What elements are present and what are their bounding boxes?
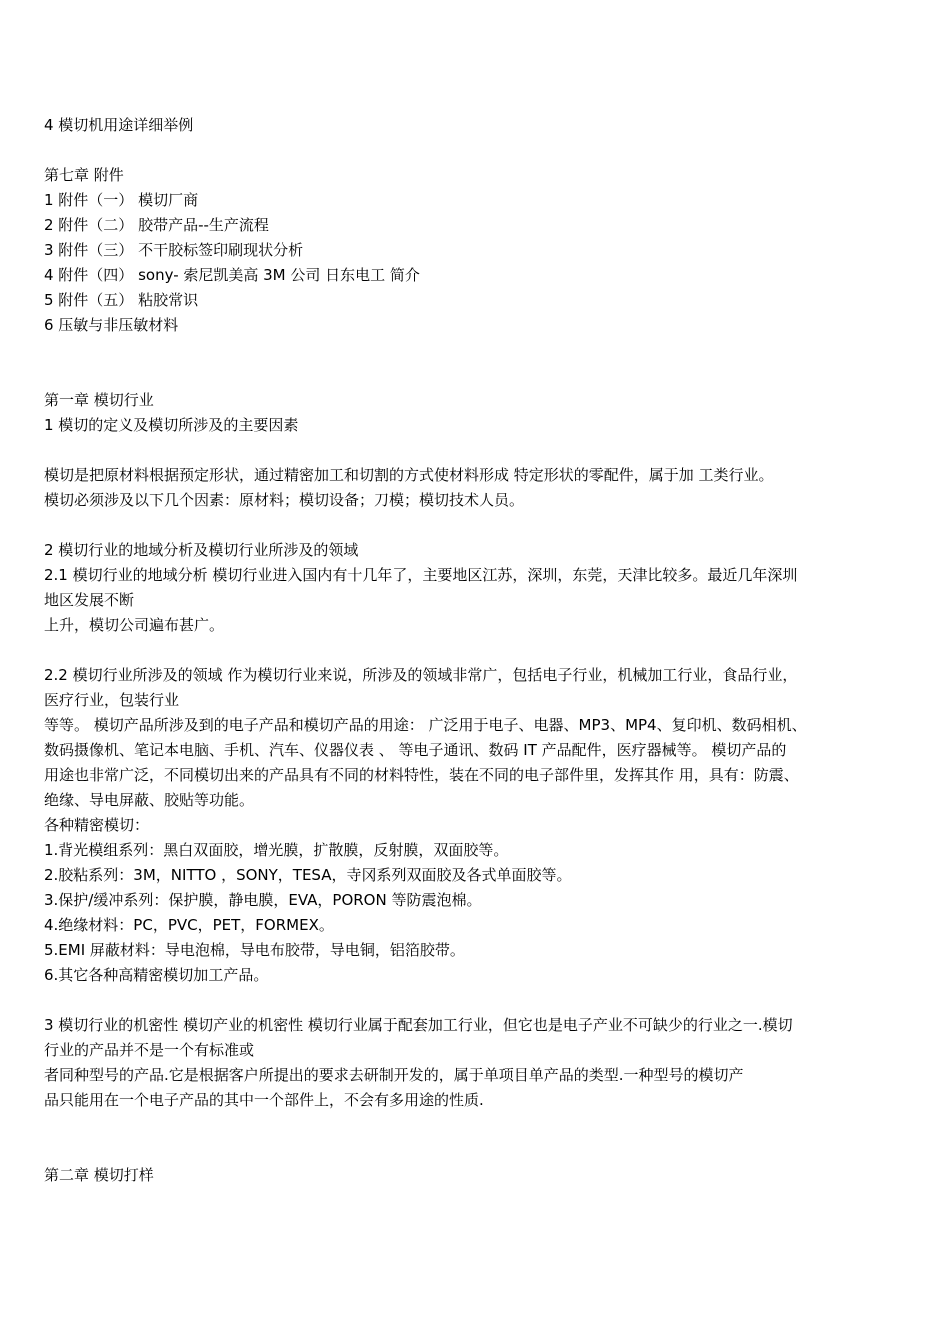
spacer bbox=[44, 988, 894, 1013]
section1-paragraph-1: 模切是把原材料根据预定形状，通过精密加工和切割的方式使材料形成 特定形状的零配件，属于加 工类行业。 bbox=[44, 466, 774, 484]
list-item: 4.绝缘材料：PC，PVC，PET，FORMEX。 bbox=[44, 916, 334, 934]
appendix-1: 1 附件（一） 模切厂商 bbox=[44, 191, 199, 209]
appendix-4: 4 附件（四） sony- 索尼凯美高 3M 公司 日东电工 简介 bbox=[44, 266, 420, 284]
section2-heading: 2 模切行业的地域分析及模切行业所涉及的领域 bbox=[44, 541, 359, 559]
section3-line-2: 行业的产品并不是一个有标准或 bbox=[44, 1041, 255, 1059]
toc-item-4: 4 模切机用途详细举例 bbox=[44, 116, 194, 134]
appendix-2: 2 附件（二） 胶带产品--生产流程 bbox=[44, 216, 269, 234]
spacer bbox=[44, 638, 894, 663]
section3-line-1: 3 模切行业的机密性 模切产业的机密性 模切行业属于配套加工行业，但它也是电子产业不可缺少的行业之一.模切 bbox=[44, 1016, 793, 1034]
section22-line-1: 2.2 模切行业所涉及的领域 作为模切行业来说，所涉及的领域非常广，包括电子行业，机械加工行业，食品行业， bbox=[44, 666, 798, 684]
chapter1-title: 第一章 模切行业 bbox=[44, 391, 154, 409]
section21-line-2: 地区发展不断 bbox=[44, 591, 135, 609]
document-page bbox=[44, 113, 894, 1188]
section22-line-3: 等等。 模切产品所涉及到的电子产品和模切产品的用途： 广泛用于电子、电器、MP3、MP4、复印机、数码相机、 bbox=[44, 716, 807, 734]
list-item: 6.其它各种高精密模切加工产品。 bbox=[44, 966, 269, 984]
list-item: 3.保护/缓冲系列：保护膜，静电膜，EVA，PORON 等防震泡棉。 bbox=[44, 891, 482, 909]
section22-line-5: 用途也非常广泛，不同模切出来的产品具有不同的材料特性，装在不同的电子部件里，发挥其作 用，具有：防震、 bbox=[44, 766, 799, 784]
section3-line-4: 品只能用在一个电子产品的其中一个部件上，不会有多用途的性质. bbox=[44, 1091, 484, 1109]
section22-line-6: 绝缘、导电屏蔽、胶贴等功能。 bbox=[44, 791, 255, 809]
section3-line-3: 者同种型号的产品.它是根据客户所提出的要求去研制开发的，属于单项目单产品的类型.一种型号的模切产 bbox=[44, 1066, 744, 1084]
list-item: 1.背光模组系列：黑白双面胶，增光膜，扩散膜，反射膜，双面胶等。 bbox=[44, 841, 509, 859]
spacer bbox=[44, 338, 894, 388]
spacer bbox=[44, 438, 894, 463]
precision-heading: 各种精密模切： bbox=[44, 816, 150, 834]
section22-line-2: 医疗行业，包装行业 bbox=[44, 691, 180, 709]
section21-line-1: 2.1 模切行业的地域分析 模切行业进入国内有十几年了，主要地区江苏，深圳，东莞，天津比较多。最近几年深圳 bbox=[44, 566, 798, 584]
appendix-3: 3 附件（三） 不干胶标签印刷现状分析 bbox=[44, 241, 304, 259]
appendix-5: 5 附件（五） 粘胶常识 bbox=[44, 291, 199, 309]
list-item: 5.EMI 屏蔽材料：导电泡棉，导电布胶带，导电铜，铝箔胶带。 bbox=[44, 941, 465, 959]
section21-line-3: 上升，模切公司遍布甚广。 bbox=[44, 616, 225, 634]
spacer bbox=[44, 138, 894, 163]
spacer bbox=[44, 1113, 894, 1163]
chapter2-title: 第二章 模切打样 bbox=[44, 1166, 154, 1184]
spacer bbox=[44, 513, 894, 538]
appendix-6: 6 压敏与非压敏材料 bbox=[44, 316, 179, 334]
chapter7-title: 第七章 附件 bbox=[44, 166, 124, 184]
section22-line-4: 数码摄像机、笔记本电脑、手机、汽车、仪器仪表 、 等电子通讯、数码 IT 产品配件，医疗器械等。 模切产品的 bbox=[44, 741, 787, 759]
section1-paragraph-2: 模切必须涉及以下几个因素：原材料；模切设备；刀模；模切技术人员。 bbox=[44, 491, 525, 509]
list-item: 2.胶粘系列：3M，NITTO ，SONY，TESA，寺冈系列双面胶及各式单面胶等。 bbox=[44, 866, 572, 884]
section1-heading: 1 模切的定义及模切所涉及的主要因素 bbox=[44, 416, 299, 434]
